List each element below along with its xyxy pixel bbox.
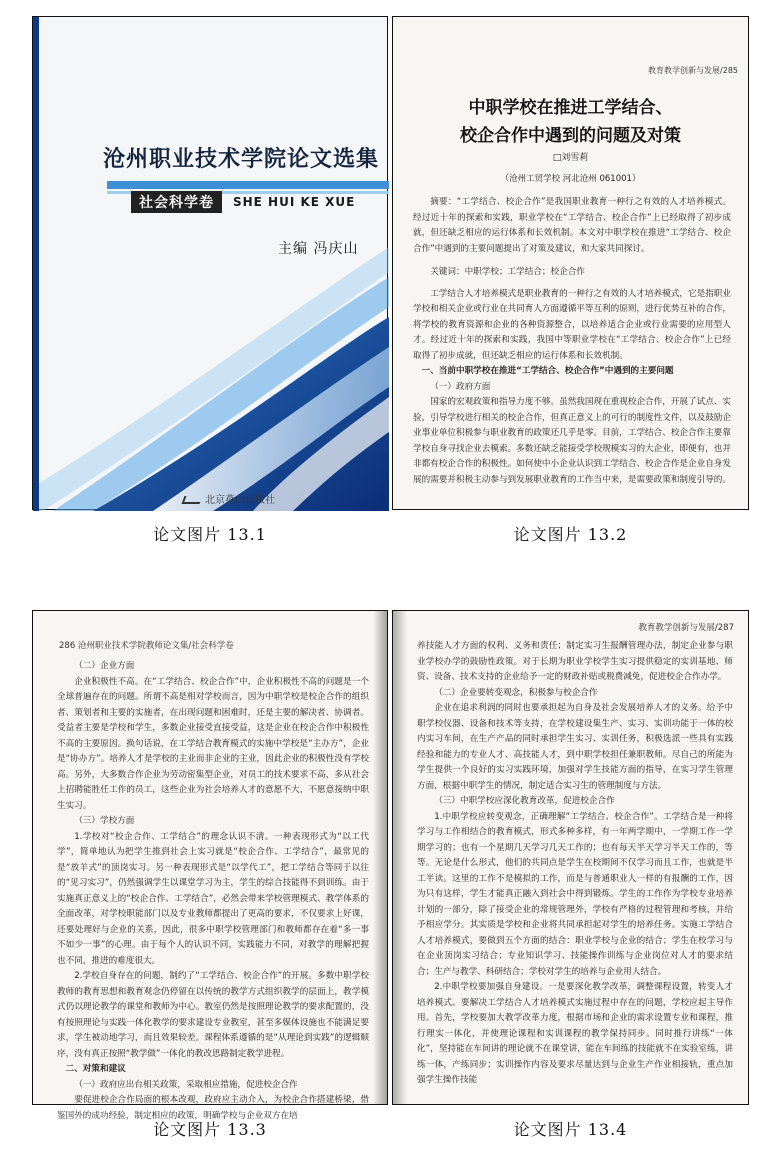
subsection-heading: （三）学校方面 — [74, 816, 135, 826]
subsection-heading: （一）政府方面 — [430, 381, 491, 392]
section-heading: 二、对策和建议 — [65, 1064, 126, 1074]
subsection-heading: （一）政府应出台相关政策，采取相应措施，促进校企合作 — [74, 1079, 298, 1090]
paragraph: 企业在追求利润的同时也要承担起为自身及社会发展培养人才的义务。给予中职学校仪器、设备和技术等支持，在学校建设集生产、实习、实训功能于一体的校内实习车间，在生产产品的同时承担学生实习、实训任务，积极选派一些具有实践经验和能力的专业人才、高技能人才，到中职学校担任兼职教师。尽自己的所能为学生提供一个良好的实习实践环境，加强对学生技能方面的指导，在实习学生管理方面，根据中职学生的情况，制定适合实习生的管理制度与方法。 — [417, 703, 733, 791]
page-286-photo — [32, 610, 388, 1121]
paragraph: 养技能人才方面的权利、义务和责任；制定实习生报酬管理办法，制定企业参与职业学校办学的鼓励性政策。对于长期为职业学校学生实习提供稳定的实训基地、师资、设备、技术支持的企业给予一定的财政补贴或税费减免，促进校企合作办学。 — [417, 641, 733, 682]
cover-band — [107, 181, 389, 189]
page-287-photo — [392, 610, 749, 1105]
running-head: 286 沧州职业技术学院教师论文集/社会科学卷 — [59, 641, 234, 651]
keywords: 关键词：中职学校；工学结合；校企合作 — [430, 267, 585, 277]
running-head: 教育教学创新与发展/285 — [648, 66, 738, 75]
cover-editor: 主编 冯庆山 — [278, 241, 359, 257]
book-spine-shadow — [393, 611, 407, 1104]
article-title-line1: 中职学校在推进工学结合、 — [468, 98, 673, 118]
article-author: □刘雪莉 — [552, 153, 589, 163]
paragraph: 要促进校企合作局面的根本改观，政府应主动介入，为校企合作搭建桥梁，借鉴国外的成功经验，制定相应的政策，明确学校与企业双方在培 — [57, 1095, 369, 1121]
cover-wave-art — [33, 17, 389, 511]
publisher-name: 北京燕山出版社 — [205, 495, 275, 506]
cover-title: 沧州职业技术学院论文选集 — [103, 146, 380, 172]
paragraph: 国家的宏观政策和指导力度不够。虽然我国现在重视校企合作，开展了试点、实验，引导学校进行相关的校企合作，但真正意义上的可行的制度性文件，以及鼓励企业事业单位积极参与职业教育的政策还几乎是零。目前，工学结合、校企合作主要靠学校自身寻找企业去模索。多数还缺乏能接受学校规模实习的大企业，即便有，也并非都有校企合作的积极性。如何使中小企业认识到工学结合、校企合作是企业自身发展的需要并积极主动参与到发展职业教育的工作当中来，是需要政策和制度引导的。 — [413, 397, 731, 485]
page-285-photo — [392, 16, 749, 510]
caption-13-2: 论文图片 13.2 — [513, 525, 628, 544]
cover-publisher — [183, 491, 275, 506]
paragraph: 2.中职学校要加强自身建设。一是要深化教学改革，调整课程设置，转变人才培养模式。要解决工学结合人才培养模式实施过程中存在的问题，学校应起主导作用。首先，学校要加大教学改革力度，根据市场和企业的需求设置专业和课程，推行理实一体化，并使理论课程和实训课程的教学保持同步。同时推行讲练“一体化”，坚持能在车间讲的理论就不在课堂讲，能在车间练的技能就不在实验室练，讲练一体，产练同步；实训操作内容及要求尽量达到与企业生产作业相接轨，重点加强学生操作技能 — [417, 982, 733, 1085]
section-heading: 一、当前中职学校在推进“工学结合、校企合作”中遇到的主要问题 — [421, 366, 674, 376]
caption-13-4: 论文图片 13.4 — [513, 1120, 628, 1139]
subsection-heading: （三）中职学校应深化教育改革，促进校企合作 — [434, 796, 615, 806]
caption-13-3: 论文图片 13.3 — [153, 1120, 267, 1139]
paragraph: 工学结合人才培养模式是职业教育的一种行之有效的人才培养模式，它是指职业学校和相关企业或行业在共同育人方面遵循平等互利的原则，进行优势互补的合作，将学校的教育资源和企业的各种资源整合，以培养适合企业或行业需要的应用型人才。经过近十年的探索和实践，我国中等职业学校在“工学结合、校企合作”上已经取得了初步成就，但还缺乏相应的运行体系和长效机制。 — [413, 288, 731, 361]
running-head: 教育教学创新与发展/287 — [638, 623, 734, 633]
abstract: 摘要：“工学结合、校企合作”是我国职业教育一种行之有效的人才培养模式。经过近十年的探索和实践，职业学校在“工学结合、校企合作”上已经取得了初步成就，但还缺乏相应的运行体系和长效机制。本文对中职学校在推进“工学结合、校企合作”中遇到的主要问题提出了对策及建议，和大家共同探讨。 — [413, 197, 731, 254]
cover-series-en: SHE HUI KE XUE — [233, 195, 356, 209]
article-affiliation: （沧州工贸学校 河北沧州 061001） — [500, 174, 641, 184]
page-286-body — [57, 659, 369, 1121]
publisher-logo-icon — [182, 496, 203, 504]
paragraph: 1.中职学校应转变观念，正确理解“工学结合、校企合作”。工学结合是一种将学习与工作相结合的教育模式，形式多种多样，有一年两学期中，一学期工作一学期学习的；也有一个星期几天学习几天工作的；也有每天半天学习半天工作的，等等。无论是什么形式，他们的共同点是学生在校期间不仅学习而且工作，也就是半工半读。这里的工作不是模拟的工作，而是与普通职业人一样的有报酬的工作，因为只有这样，学生才能真正融入到社会中得到锻炼。学生的工作作为学校专业培养计划的一部分，除了接受企业的常规管理外，学校有严格的过程管理和考核，并给予相应学分。其实质是学校和企业将共同承担起对学生的培养任务。实施工学结合人才培养模式，要做到五个方面的结合：职业学校与企业的结合；学生在校学习与在企业顶岗实习结合；专业知识学习、技能操作训练与企业岗位对人才的要求结合；生产与教学、科研结合；学校对学生的培养与企业用人结合。 — [417, 811, 733, 977]
paragraph: 企业积极性不高。在“工学结合、校企合作”中，企业积极性不高的问题是一个全球普遍存在的问题。所谓不高是相对学校而言，因为中职学校是校企合作的组织者、策划者和主要的实施者，在出现问题和困难时，还是主要的解决者、协调者。受益者主要是学校和学生，多数企业接受直接受益，这是企业在校企合作中积极性不高的主要原因。换句话说，在工学结合教育模式的实施中学校是“主办方”，企业是“协办方”。培养人才是学校的主业而非企业的主业，因此企业的积极性没有学校高。另外，大多数合作企业为劳动密集型企业，对员工的技术要求不高，多从社会上招聘能胜任工作的员工，这些企业为社会培养人才的意愿不大，不愿意接纳中职生实习。 — [57, 676, 369, 811]
paragraph: 2.学校自身存在的问题，制约了“工学结合、校企合作”的开展。多数中职学校教师的教育思想和教育观念仍停留在以传统的教学方式组织教学的层面上，教学模式仍以理论教学的课堂和教师为中心。教室仍然是按照理论教学的要求配置的，没有按照理论与实践一体化教学的要求建设专业教室，甚至多媒体设施也不能满足要求，学生被动地学习，而且效果较差。课程体系遵循的是“从理论到实践”的逻辑顺序，没有真正按照“教学做”一体化的教改思路制定教学进程。 — [57, 971, 369, 1059]
page-285-body — [413, 195, 731, 495]
book-spine-shadow — [373, 611, 387, 1104]
paragraph: 1.学校对“校企合作、工学结合”的理念认识不清。一种表现形式为“以工代学”，简单地认为把学生推到社会上实习就是“校企合作、工学结合”，最常见的是“放羊式”的顶岗实习。另一种表现形式是“以学代工”，把工学结合等同于以往的“见习实习”，仍然强调学生以课堂学习为主，学生的综合技能得不到训练。由于实施真正意义上的“校企合作、工学结合”，必然会带来学校管理模式、教学体系的全面改革，对学校职能部门以及专业教师都提出了更高的要求，不仅要求上好课，还要处理好与企业的关系，因此，很多中职学校管理部门和教师都存在着“多一事不如少一事”的心理。由于每个人的认识不同，实践能力不同，对教学的理解把握也不同，推进的难度很大。 — [57, 831, 369, 966]
page-287-body — [417, 639, 733, 1099]
subsection-heading: （二）企业要转变观念，积极参与校企合作 — [434, 687, 598, 698]
subsection-heading: （二）企业方面 — [74, 661, 135, 671]
caption-13-1: 论文图片 13.1 — [153, 525, 267, 544]
cover-series-cn: 社会科学卷 — [131, 191, 222, 213]
article-title-line2: 校企合作中遇到的问题及对策 — [460, 126, 681, 146]
cover-photo — [32, 16, 388, 510]
